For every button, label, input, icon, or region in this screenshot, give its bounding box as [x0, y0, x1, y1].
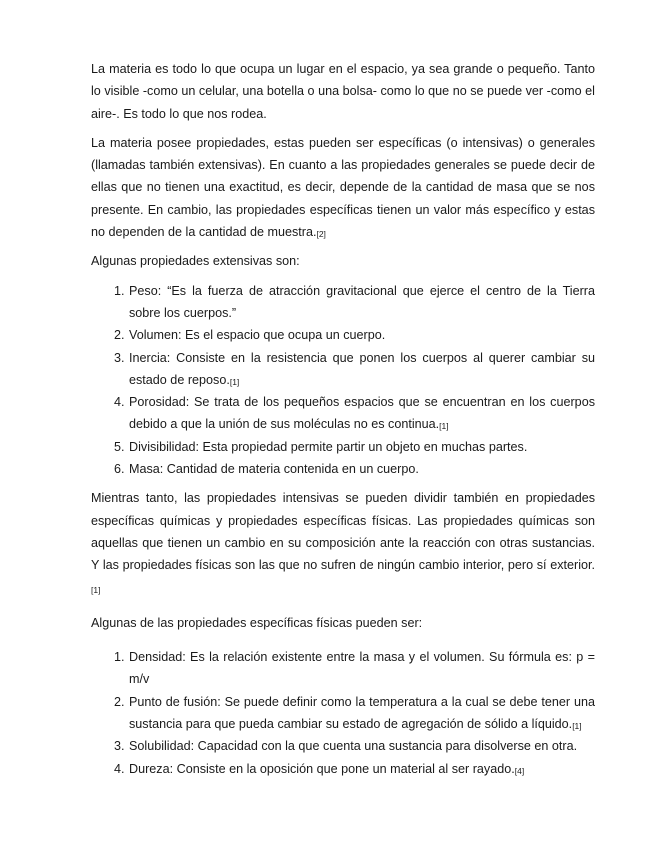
- list-item: 1. Densidad: Es la relación existente entre la masa y el volumen. Su fórmula es: p = m/v: [128, 646, 595, 691]
- paragraph-fisicas-intro: Algunas de las propiedades específicas físicas pueden ser:: [91, 615, 423, 630]
- list-item: 6. Masa: Cantidad de materia contenida en un cuerpo.: [128, 458, 595, 480]
- list-item: 4. Dureza: Consiste en la oposición que pone un material al ser $rayado._{[4]}$: [128, 758, 595, 780]
- citation-ref: [2]: [316, 229, 326, 240]
- citation-ref: [1]: [439, 421, 449, 432]
- list-physical-properties: [91, 646, 595, 780]
- list-item: 2. Punto de fusión: Se puede definir como la temperatura a la cual se debe tener una sustancia para que pueda cambiar su estado de agregación de sólido a $líquido._{[1]}$: [128, 691, 595, 736]
- citation-ref: [4]: [514, 765, 525, 776]
- list-item: 3. Solubilidad: Capacidad con la que cuenta una sustancia para disolverse en otra.: [128, 735, 595, 757]
- list-item: 1. Peso: “Es la fuerza de atracción gravitacional que ejerce el centro de la Tierra sobre los cuerpos.”: [128, 280, 595, 325]
- citation-ref: [1]: [91, 584, 101, 595]
- paragraph-extensivas-intro: Algunas propiedades extensivas son:: [91, 254, 300, 269]
- list-extensive-properties: [91, 280, 595, 481]
- document-page: [91, 58, 595, 780]
- citation-ref: [1]: [229, 376, 240, 387]
- list-item: 3. Inercia: Consiste en la resistencia que ponen los cuerpos al querer cambiar su estado de $reposo._{[1]}$: [128, 347, 595, 392]
- list-item: 2. Volumen: Es el espacio que ocupa un cuerpo.: [128, 324, 595, 346]
- citation-ref: [1]: [572, 721, 582, 732]
- list-item: 4. Porosidad: Se trata de los pequeños espacios que se encuentran en los cuerpos debido a que la unión de sus moléculas no es $continua._{[1]}$: [128, 391, 595, 436]
- paragraph-intensivas: Mientras tanto, las propiedades intensivas se pueden dividir también en propiedades específicas químicas y propiedades específicas físicas. Las propiedades químicas son aquellas que tienen un cambio en su composición ante la reacción con otras sustancias. Y las propiedades físicas son las que no sufren de ningún cambio interior, pero sí $exterior._{[1]}$: [91, 491, 595, 595]
- list-item: 5. Divisibilidad: Esta propiedad permite partir un objeto en muchas partes.: [128, 436, 595, 458]
- paragraph-propiedades: La materia posee propiedades, estas pueden ser específicas (o intensivas) o generales (llamadas también extensivas). En cuanto a las propiedades generales se puede decir de ellas que no tienen una exactitud, es decir, depende de la cantidad de masa que se nos presente. En cambio, las propiedades específicas tienen un valor más específico y estas no dependen de la cantidad de $muestra._{[2]}$: [91, 135, 595, 240]
- paragraph-materia: La materia es todo lo que ocupa un lugar en el espacio, ya sea grande o pequeño. Tanto lo visible -como un celular, una botella o una bolsa- como lo que no se puede ver -como el aire-. Es todo lo que nos rodea.: [91, 62, 595, 121]
